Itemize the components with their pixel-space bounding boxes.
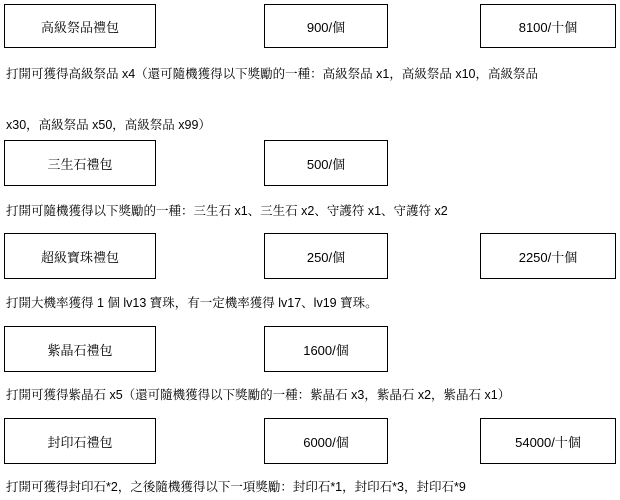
description-line: x30，高級祭品 x50，高級祭品 x99） — [6, 118, 211, 132]
unit-price-cell — [264, 326, 388, 372]
package-description — [6, 382, 616, 408]
unit-price: 500/個 — [306, 156, 346, 172]
package-name: 三生石禮包 — [47, 156, 113, 172]
unit-price-cell — [264, 418, 388, 464]
unit-price: 1600/個 — [303, 342, 349, 358]
bulk-price: 54000/十個 — [515, 434, 581, 450]
unit-price-cell — [264, 233, 388, 279]
package-name: 超級寶珠禮包 — [40, 249, 119, 265]
unit-price: 900/個 — [306, 19, 346, 35]
package-description — [6, 61, 616, 138]
package-name-cell — [4, 140, 156, 186]
package-description — [6, 474, 616, 500]
bulk-price: 8100/十個 — [518, 19, 578, 35]
unit-price: 6000/個 — [303, 434, 349, 450]
description-line: 打開可獲得高級祭品 x4（還可隨機獲得以下獎勵的一種：高級祭品 x1，高級祭品 x10，高級祭品 — [6, 67, 538, 81]
package-name: 高級祭品禮包 — [40, 19, 119, 35]
bulk-price-cell — [480, 418, 616, 464]
package-description — [6, 290, 616, 316]
package-name: 紫晶石禮包 — [47, 342, 113, 358]
package-name-cell — [4, 418, 156, 464]
unit-price: 250/個 — [306, 249, 346, 265]
bulk-price-cell — [480, 233, 616, 279]
description-line: 打開可獲得封印石*2，之後隨機獲得以下一項獎勵：封印石*1，封印石*3，封印石*9 — [6, 480, 466, 494]
package-description — [6, 198, 616, 224]
package-name-cell — [4, 4, 156, 48]
description-line: 打開可隨機獲得以下獎勵的一種：三生石 x1、三生石 x2、守護符 x1、守護符 x2 — [6, 204, 448, 218]
package-name-cell — [4, 233, 156, 279]
bulk-price-cell — [480, 4, 616, 48]
unit-price-cell — [264, 140, 388, 186]
bulk-price: 2250/十個 — [518, 249, 578, 265]
package-name-cell — [4, 326, 156, 372]
description-line: 打開大機率獲得 1 個 lv13 寶珠，有一定機率獲得 lv17、lv19 寶珠。 — [6, 296, 378, 310]
description-line: 打開可獲得紫晶石 x5（還可隨機獲得以下獎勵的一種：紫晶石 x3，紫晶石 x2，紫晶石 x1） — [6, 388, 511, 402]
unit-price-cell — [264, 4, 388, 48]
package-name: 封印石禮包 — [47, 434, 113, 450]
